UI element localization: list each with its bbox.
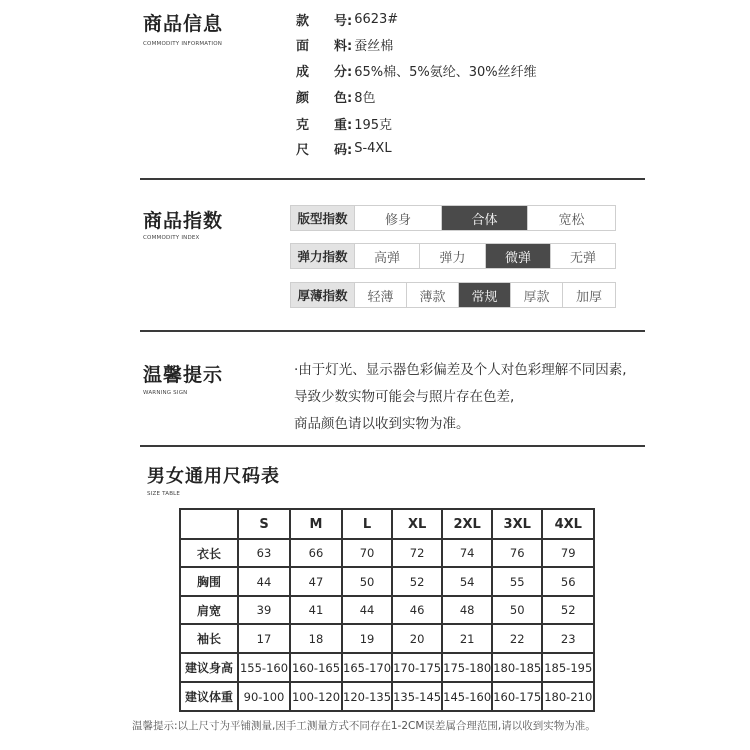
section-divider: [140, 178, 645, 180]
index-option: 厚款: [511, 283, 563, 307]
tips-subtitle: WARNING SIGN: [143, 390, 188, 396]
size-cell: 23: [542, 624, 594, 653]
size-cell: 19: [342, 624, 392, 653]
index-option: 弹力: [420, 244, 486, 268]
size-cell: 39: [238, 596, 290, 624]
size-cell: 100-120: [290, 682, 342, 711]
header-cell: 2XL: [442, 509, 492, 539]
size-cell: 70: [342, 539, 392, 567]
info-key-char: 色:: [334, 90, 353, 106]
size-cell: 79: [542, 539, 594, 567]
table-row: [180, 624, 594, 653]
info-key-char: 料:: [334, 38, 353, 54]
index-option: 宽松: [558, 212, 585, 228]
size-cell: 135-145: [392, 682, 442, 711]
size-cell: 72: [392, 539, 442, 567]
tip-line: 商品颜色请以收到实物为准。: [294, 416, 470, 432]
index-row-fit: [290, 205, 616, 231]
info-value: 8色: [354, 90, 376, 106]
row-label: 衣长: [180, 539, 238, 567]
index-option-selected: 常规: [459, 283, 511, 307]
size-table: [179, 508, 595, 712]
info-title: 商品信息: [143, 13, 224, 35]
index-row-elasticity: [290, 243, 616, 269]
size-cell: 175-180: [442, 653, 492, 682]
size-cell: 54: [442, 567, 492, 596]
info-row-weight: [296, 113, 392, 133]
size-cell: 21: [442, 624, 492, 653]
info-key-char: 面: [296, 38, 310, 54]
index-option: 修身: [355, 206, 442, 230]
info-key-char: 颜: [296, 90, 310, 106]
info-key-char: 分:: [334, 64, 353, 80]
table-row: [180, 596, 594, 624]
info-row-fabric: [296, 34, 393, 54]
size-cell: 185-195: [542, 653, 594, 682]
size-cell: 180-210: [542, 682, 594, 711]
size-cell: 165-170: [342, 653, 392, 682]
table-row: [180, 567, 594, 596]
info-value: 195克: [354, 117, 393, 133]
info-key-char: 重:: [334, 117, 353, 133]
size-cell: 170-175: [392, 653, 442, 682]
tips-title: 温馨提示: [143, 364, 224, 386]
info-value: 65%棉、5%氨纶、30%丝纤维: [354, 64, 537, 80]
size-cell: 145-160: [442, 682, 492, 711]
size-cell: 50: [492, 596, 542, 624]
index-option: 高弹: [355, 244, 420, 268]
row-label: 建议体重: [180, 682, 238, 711]
info-subtitle: COMMODITY INFORMATION: [143, 41, 223, 47]
row-label: 建议身高: [180, 653, 238, 682]
size-cell: 52: [392, 567, 442, 596]
size-cell: 47: [290, 567, 342, 596]
info-key-char: 款: [296, 13, 310, 29]
index-option-selected: 合体: [442, 206, 528, 230]
table-row: [180, 539, 594, 567]
size-cell: 44: [238, 567, 290, 596]
section-divider: [140, 445, 645, 447]
size-cell: 18: [290, 624, 342, 653]
info-row-color: [296, 86, 375, 106]
size-cell: 17: [238, 624, 290, 653]
index-subtitle: COMMODITY INDEX: [143, 235, 200, 241]
index-option: 轻薄: [355, 283, 407, 307]
section-divider: [140, 330, 645, 332]
header-cell: L: [342, 509, 392, 539]
size-cell: 90-100: [238, 682, 290, 711]
index-option-selected: 微弹: [486, 244, 551, 268]
header-cell: S: [238, 509, 290, 539]
header-cell: 3XL: [492, 509, 542, 539]
header-cell: [180, 509, 238, 539]
size-cell: 155-160: [238, 653, 290, 682]
size-table-title: 男女通用尺码表: [147, 466, 280, 487]
size-cell: 63: [238, 539, 290, 567]
size-cell: 41: [290, 596, 342, 624]
info-key-char: 尺: [296, 142, 310, 158]
size-cell: 55: [492, 567, 542, 596]
index-option: 加厚: [575, 289, 602, 305]
info-row-size: [296, 138, 392, 158]
header-cell: M: [290, 509, 342, 539]
size-cell: 180-185: [492, 653, 542, 682]
index-label: 版型指数: [291, 206, 355, 230]
info-key-char: 号:: [334, 13, 353, 29]
size-cell: 48: [442, 596, 492, 624]
size-cell: 52: [542, 596, 594, 624]
size-cell: 160-165: [290, 653, 342, 682]
size-cell: 50: [342, 567, 392, 596]
info-value: 蚕丝棉: [354, 38, 394, 54]
index-option: 薄款: [407, 283, 459, 307]
row-label: 肩宽: [180, 596, 238, 624]
size-cell: 74: [442, 539, 492, 567]
index-option: 无弹: [569, 250, 596, 266]
size-cell: 160-175: [492, 682, 542, 711]
info-value: S-4XL: [354, 140, 392, 156]
info-key-char: 克: [296, 117, 310, 133]
size-cell: 76: [492, 539, 542, 567]
tip-line: 导致少数实物可能会与照片存在色差,: [294, 389, 515, 405]
footer-note: 温馨提示:以上尺寸为平铺测量,因手工测量方式不同存在1-2CM误差属合理范围,请以收到实物为准。: [132, 720, 596, 732]
size-cell: 56: [542, 567, 594, 596]
info-value: 6623#: [354, 11, 399, 27]
tip-line: ·由于灯光、显示器色彩偏差及个人对色彩理解不同因素,: [294, 362, 627, 378]
table-row: [180, 653, 594, 682]
index-row-thickness: [290, 282, 616, 308]
size-cell: 22: [492, 624, 542, 653]
index-label: 弹力指数: [291, 244, 355, 268]
info-key-char: 码:: [334, 142, 353, 158]
info-row-style-no: [296, 9, 398, 29]
index-label: 厚薄指数: [291, 283, 355, 307]
index-title: 商品指数: [143, 210, 224, 232]
header-cell: XL: [392, 509, 442, 539]
size-cell: 66: [290, 539, 342, 567]
info-key-char: 成: [296, 64, 310, 80]
table-row: [180, 682, 594, 711]
size-cell: 20: [392, 624, 442, 653]
size-cell: 46: [392, 596, 442, 624]
header-cell: 4XL: [542, 509, 594, 539]
size-cell: 120-135: [342, 682, 392, 711]
row-label: 胸围: [180, 567, 238, 596]
row-label: 袖长: [180, 624, 238, 653]
size-header-row: [180, 509, 594, 539]
size-cell: 44: [342, 596, 392, 624]
size-table-subtitle: SIZE TABLE: [147, 491, 181, 497]
info-row-composition: [296, 60, 537, 80]
